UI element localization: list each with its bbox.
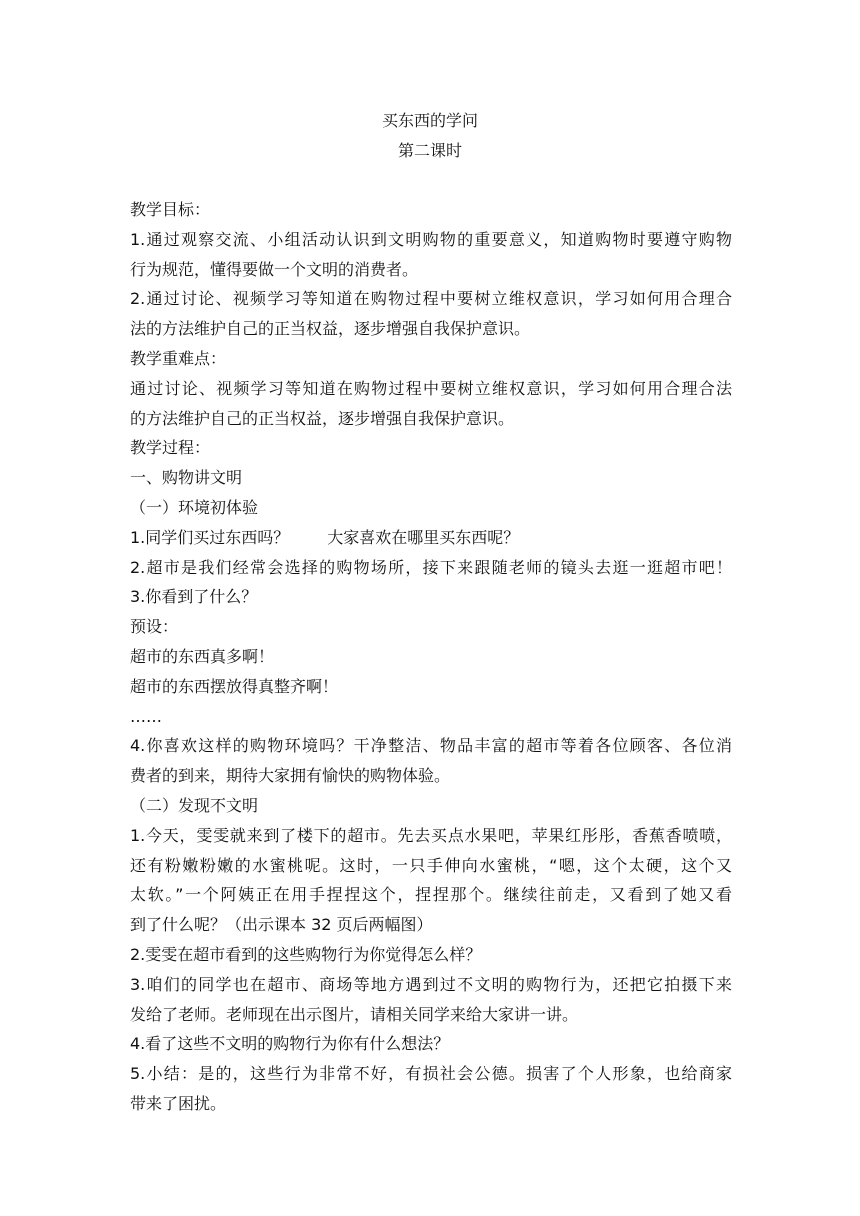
paragraph-line: 费者的到来，期待大家拥有愉快的购物体验。 <box>130 766 451 786</box>
paragraph-line: 太软。”一个阿姨正在用手捏捏这个，捏捏那个。继续往前走，又看到了她又看 <box>130 885 732 905</box>
preset-answer: 超市的东西真多啊！ <box>130 646 275 666</box>
heading-process: 教学过程： <box>130 438 211 458</box>
section-heading: 一、购物讲文明 <box>130 468 243 488</box>
ellipsis: …… <box>130 706 162 726</box>
paragraph-line: 到了什么呢？（出示课本 32 页后两幅图） <box>130 915 433 935</box>
paragraph-line: 1.通过观察交流、小组活动认识到文明购物的重要意义，知道购物时要遵守购物 <box>130 229 732 249</box>
paragraph-line: 1.今天，雯雯就来到了楼下的超市。先去买点水果吧，苹果红彤彤，香蕉香喷喷， <box>130 825 732 845</box>
document-subtitle: 第二课时 <box>397 141 462 160</box>
question-part-2: 大家喜欢在哪里买东西呢？ <box>327 527 520 547</box>
preset-answer: 超市的东西摆放得真整齐啊！ <box>130 676 339 696</box>
paragraph-line: 发给了老师。老师现在出示图片，请相关同学来给大家讲一讲。 <box>130 1004 579 1024</box>
document-title: 买东西的学问 <box>381 111 478 130</box>
heading-objectives: 教学目标： <box>130 200 211 219</box>
paragraph-line: 4.看了这些不文明的购物行为你有什么想法？ <box>130 1034 450 1054</box>
document-body <box>130 195 732 1119</box>
paragraph-line: 3.你看到了什么？ <box>130 587 258 607</box>
paragraph-line: 还有粉嫩粉嫩的水蜜桃呢。这时，一只手伸向水蜜桃，“嗯，这个太硬，这个又 <box>130 855 732 875</box>
question-line <box>130 523 732 553</box>
paragraph-line: 通过讨论、视频学习等知道在购物过程中要树立维权意识，学习如何用合理合法 <box>130 378 732 398</box>
paragraph-line: 2.通过讨论、视频学习等知道在购物过程中要树立维权意识，学习如何用合理合 <box>130 289 732 309</box>
paragraph-line: 4.你喜欢这样的购物环境吗？干净整洁、物品丰富的超市等着各位顾客、各位消 <box>130 736 732 756</box>
paragraph-line: 行为规范，懂得要做一个文明的消费者。 <box>130 259 419 279</box>
paragraph-line: 3.咱们的同学也在超市、商场等地方遇到过不文明的购物行为，还把它拍摄下来 <box>130 974 732 994</box>
paragraph-line: 5.小结：是的，这些行为非常不好，有损社会公德。损害了个人形象，也给商家 <box>130 1064 732 1084</box>
heading-key-points: 教学重难点： <box>130 348 227 368</box>
paragraph-line: 2.雯雯在超市看到的这些购物行为你觉得怎么样？ <box>130 944 482 964</box>
paragraph-line: 2.超市是我们经常会选择的购物场所，接下来跟随老师的镜头去逛一逛超市吧！ <box>130 557 732 577</box>
question-part-1: 1.同学们买过东西吗？ <box>130 527 290 547</box>
preset-label: 预设： <box>130 617 179 637</box>
paragraph-line: 法的方法维护自己的正当权益，逐步增强自我保护意识。 <box>130 319 531 339</box>
subsection-heading: （一）环境初体验 <box>130 497 259 517</box>
subsection-heading: （二）发现不文明 <box>130 795 259 815</box>
paragraph-line: 带来了困扰。 <box>130 1093 227 1113</box>
paragraph-line: 的方法维护自己的正当权益，逐步增强自我保护意识。 <box>130 408 515 428</box>
